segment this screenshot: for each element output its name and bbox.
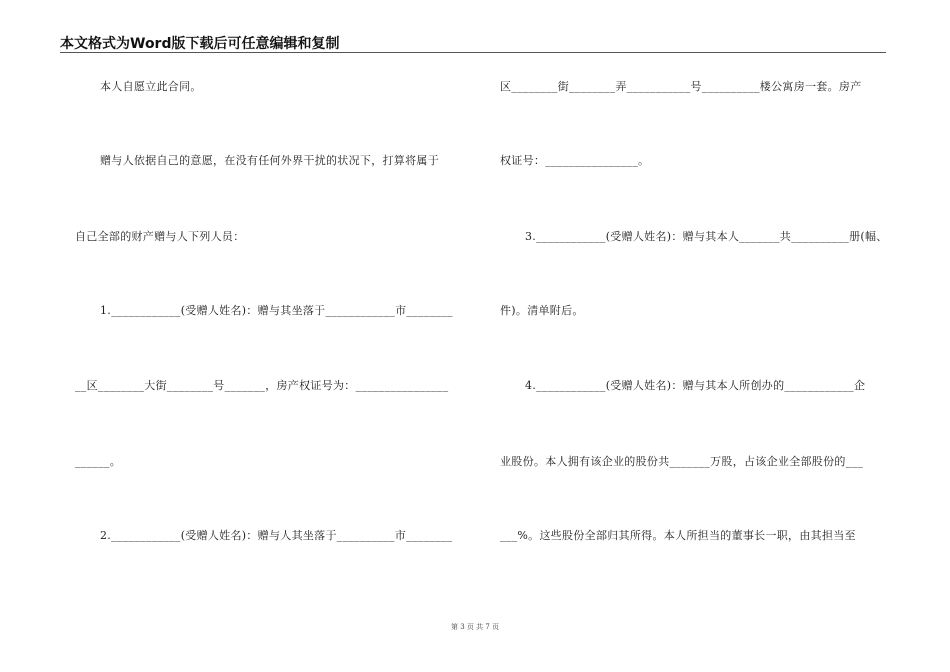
page-footer: 第 3 页 共 7 页	[450, 623, 500, 631]
paragraph-line: __区________大街________号_______，房产权证号为：________________	[75, 379, 449, 392]
paragraph-line: 本人自愿立此合同。	[100, 80, 202, 93]
paragraph-line: 区________街________弄___________号__________楼公寓房一套。房产	[500, 80, 862, 93]
header-divider	[60, 52, 886, 53]
paragraph-line: 4.____________(受赠人姓名)：赠与其本人所创办的____________企	[525, 379, 866, 392]
paragraph-line: 赠与人依据自己的意愿，在没有任何外界干扰的状况下，打算将属于	[100, 154, 439, 167]
paragraph-line: ______。	[75, 455, 122, 468]
paragraph-line: 件)。清单附后。	[500, 304, 584, 317]
document-title: 本文格式为Word版下载后可任意编辑和复制	[60, 36, 340, 52]
paragraph-line: 权证号：________________。	[500, 154, 650, 167]
paragraph-line: 业股份。本人拥有该企业的股份共_______万股，占该企业全部股份的___	[500, 455, 864, 468]
paragraph-line: 3.____________(受赠人姓名)：赠与其本人_______共__________册(幅、	[525, 230, 888, 243]
paragraph-line: 1.____________(受赠人姓名)：赠与其坐落于____________市________	[100, 304, 453, 317]
paragraph-line: 2.____________(受赠人姓名)：赠与人其坐落于__________市________	[100, 529, 453, 542]
paragraph-line: 自己全部的财产赠与人下列人员：	[75, 230, 245, 243]
paragraph-line: ___%。这些股份全部归其所得。本人所担当的董事长一职，由其担当至	[500, 529, 856, 542]
